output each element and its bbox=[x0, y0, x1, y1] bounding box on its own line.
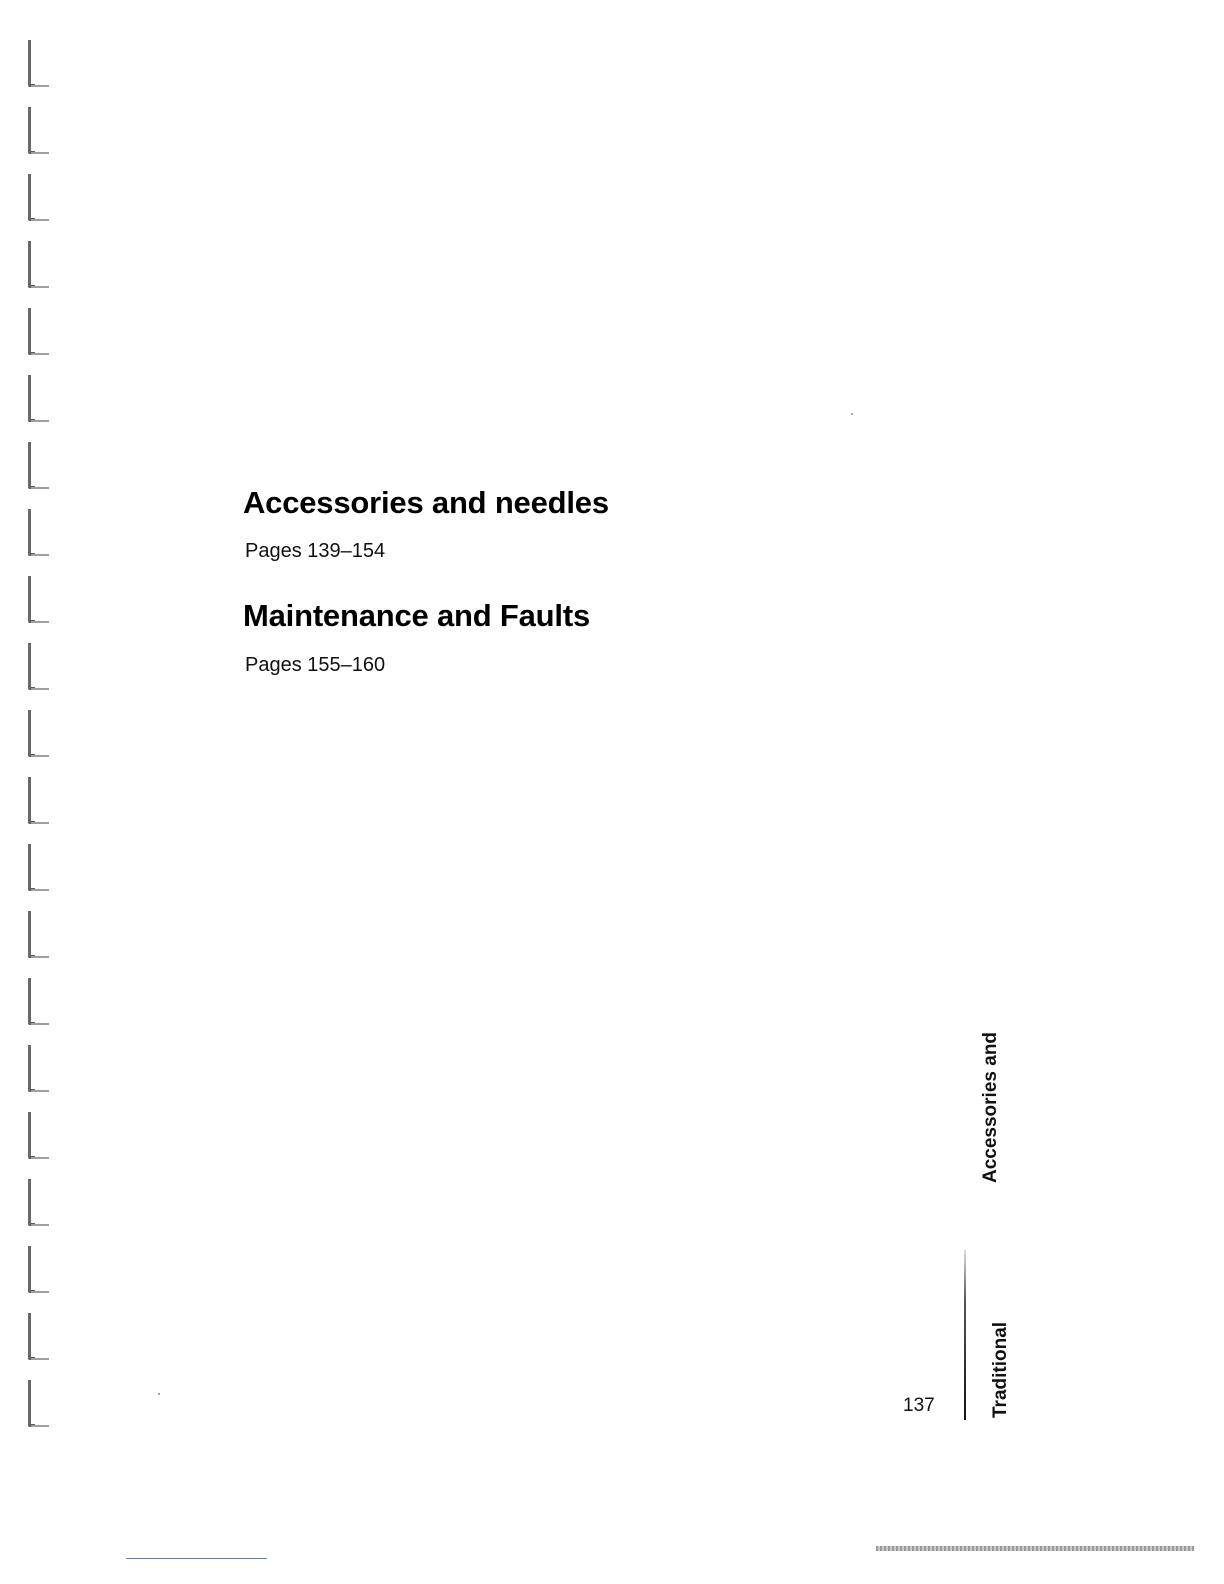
binding-hole bbox=[28, 844, 35, 891]
section-heading-accessories: Accessories and needles bbox=[243, 485, 609, 520]
binding-hole bbox=[28, 710, 35, 757]
binding-hole bbox=[28, 1313, 35, 1360]
binding-hole bbox=[28, 174, 35, 221]
binding-hole bbox=[28, 1045, 35, 1092]
binding-hole bbox=[28, 241, 35, 288]
binding-hole bbox=[28, 308, 35, 355]
binding-hole bbox=[28, 107, 35, 154]
section-heading-maintenance: Maintenance and Faults bbox=[243, 598, 590, 633]
binding-hole bbox=[28, 576, 35, 623]
binding-hole bbox=[28, 1179, 35, 1226]
scan-speck bbox=[158, 1393, 160, 1395]
binding-hole bbox=[28, 1246, 35, 1293]
page-number: 137 bbox=[903, 1395, 935, 1416]
binding-hole bbox=[28, 1380, 35, 1427]
binding-hole bbox=[28, 1112, 35, 1159]
spiral-binding bbox=[18, 40, 58, 1440]
binding-hole bbox=[28, 911, 35, 958]
tab-divider bbox=[964, 1250, 966, 1420]
binding-hole bbox=[28, 375, 35, 422]
section-pages-maintenance: Pages 155–160 bbox=[245, 654, 386, 676]
binding-hole bbox=[28, 978, 35, 1025]
edge-tab-label: Accessories and bbox=[980, 1031, 1001, 1183]
binding-hole bbox=[28, 442, 35, 489]
section-pages-accessories: Pages 139–154 bbox=[245, 540, 386, 562]
scan-speck bbox=[851, 413, 853, 415]
bottom-rule-left bbox=[126, 1558, 267, 1559]
binding-hole bbox=[28, 40, 35, 87]
binding-hole bbox=[28, 643, 35, 690]
binding-hole bbox=[28, 777, 35, 824]
edge-tab-label-partial: Traditional bbox=[990, 1321, 1011, 1418]
bottom-rule-right bbox=[876, 1546, 1194, 1551]
binding-hole bbox=[28, 509, 35, 556]
